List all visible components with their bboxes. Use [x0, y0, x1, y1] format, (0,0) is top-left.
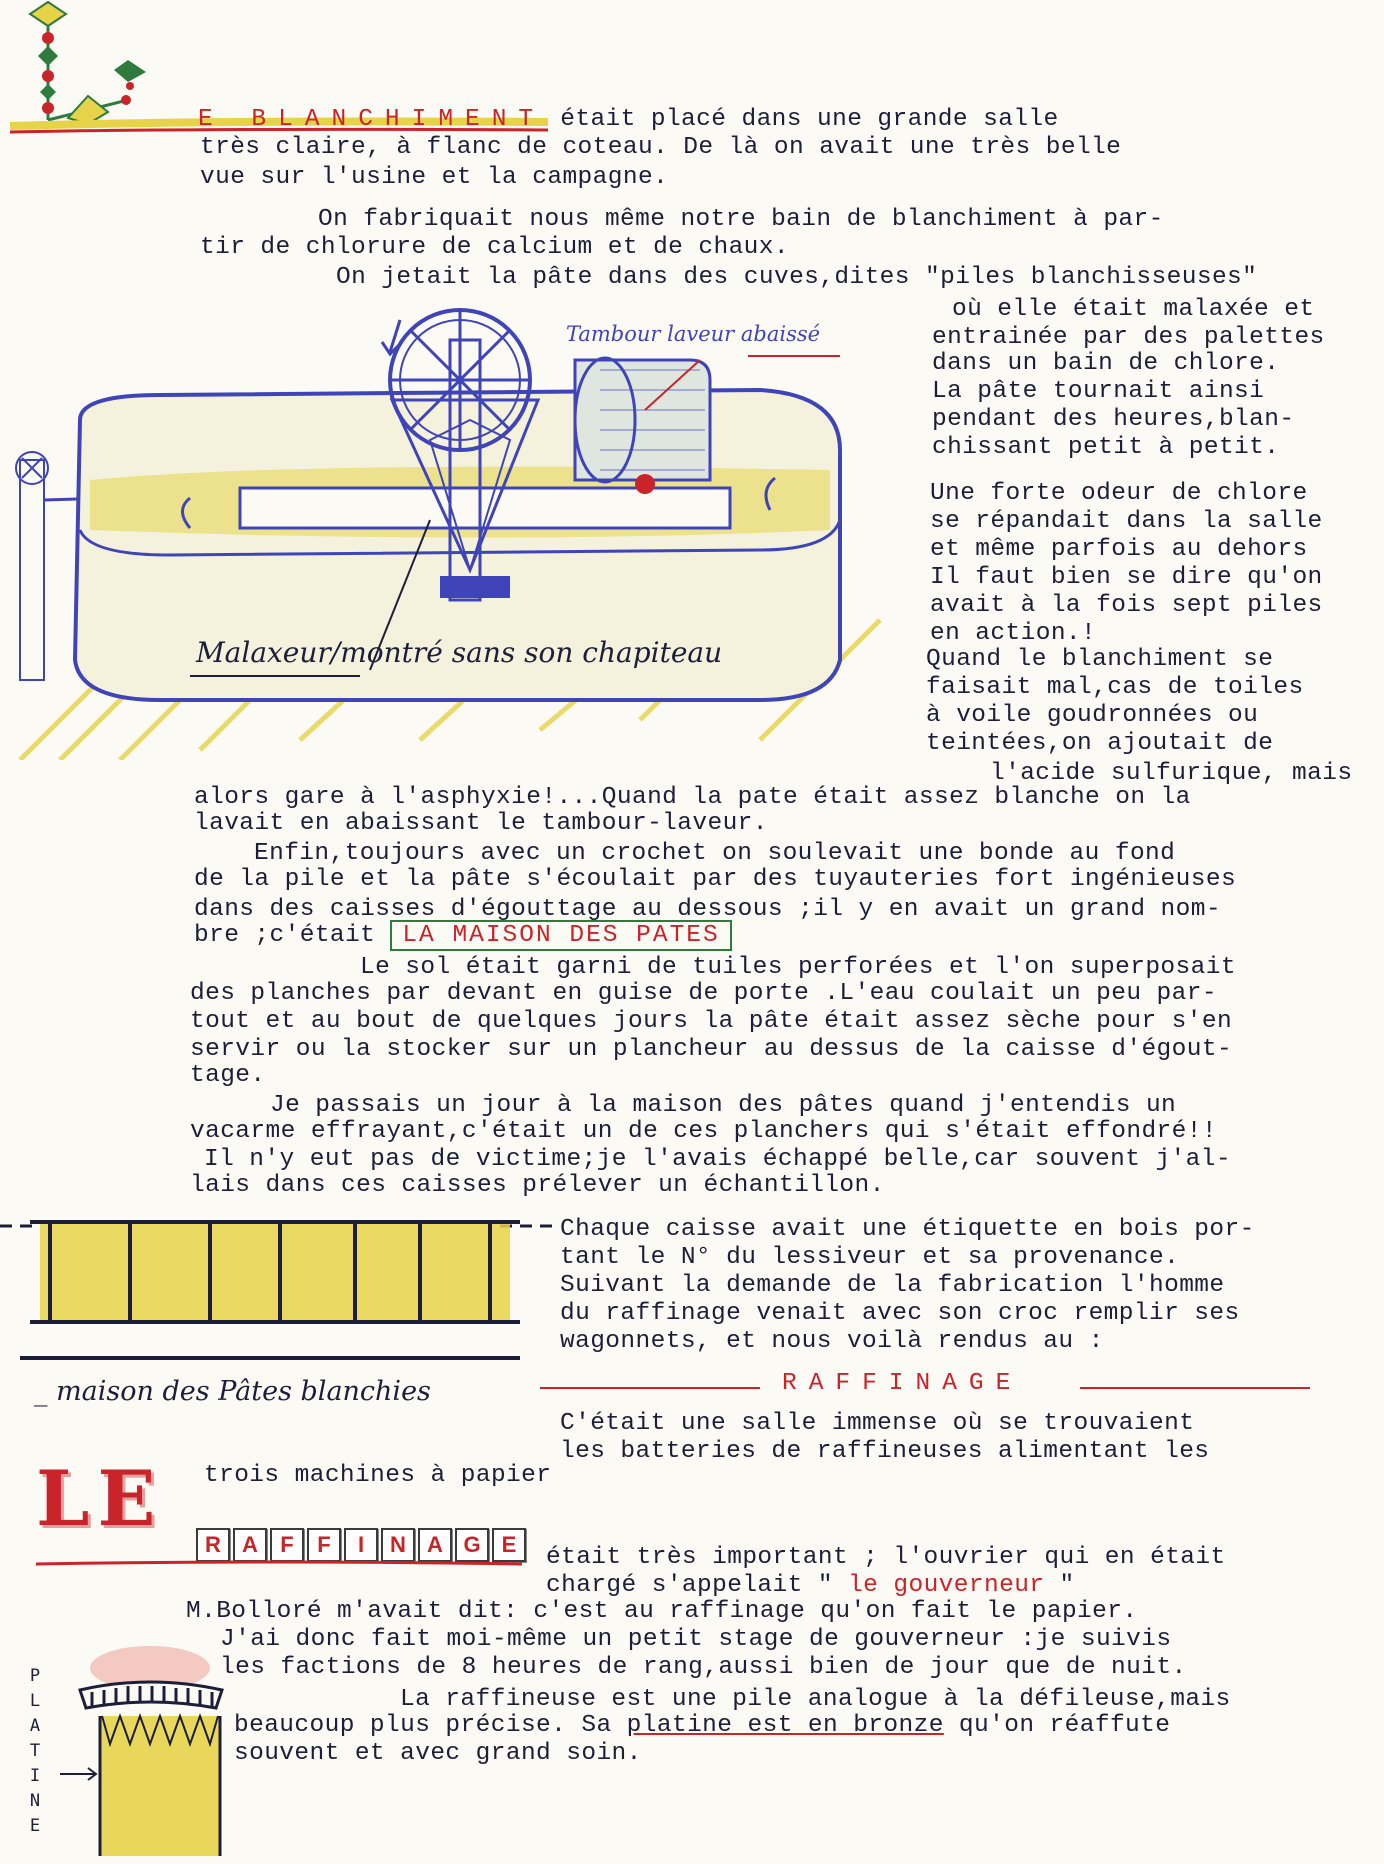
malaxeur-label: Malaxeur/montré sans son chapiteau [196, 636, 723, 669]
decorative-initial-l [8, 0, 168, 130]
p3-line-3: dans un bain de chlore. [932, 350, 1280, 377]
p4-line-8: faisait mal,cas de toiles [926, 674, 1304, 701]
p6-line-4: servir ou la stocker sur un plancheur au dessus de la caisse d'égout- [190, 1036, 1233, 1063]
p10-line-1: était très important ; l'ouvrier qui en était [546, 1544, 1226, 1571]
p2-line-1: On fabriquait nous même notre bain de blanchiment à par- [318, 206, 1164, 233]
p4-line-7: Quand le blanchiment se [926, 646, 1274, 673]
platine-bronze: platine est en bronze [626, 1712, 944, 1739]
p3-line-5: pendant des heures,blan- [932, 406, 1295, 433]
raffinage-tiles-underline [36, 1558, 526, 1572]
p9-line-3: trois machines à papier [204, 1462, 552, 1489]
p3-line-6: chissant petit à petit. [932, 434, 1280, 461]
p10-line-8: souvent et avec grand soin. [234, 1740, 642, 1767]
raffinage-tile: F [270, 1528, 304, 1562]
p10-line-5: les factions de 8 heures de rang,aussi bien de jour que de nuit. [220, 1654, 1187, 1681]
raffinage-heading: RAFFINAGE [782, 1370, 1023, 1397]
heading-blanchiment: E BLANCHIMENT [198, 106, 546, 133]
p5-line-5: dans des caisses d'égouttage au dessous ;il y en avait un grand nom- [194, 896, 1221, 923]
raffinage-tile: G [455, 1528, 489, 1562]
p3-line-2: entrainée par des palettes [932, 324, 1325, 351]
p6-line-5: tage. [190, 1062, 266, 1089]
p4-line-3: et même parfois au dehors [930, 536, 1308, 563]
raffinage-tile: E [492, 1528, 526, 1562]
raffinage-tile: R [196, 1528, 230, 1562]
platine-vertical-label: P L A T I N E [29, 1666, 41, 1836]
p3-line-4: La pâte tournait ainsi [932, 378, 1265, 405]
p5-line-6: bre ;c'était LA MAISON DES PATES [194, 922, 732, 950]
p10-line-6: La raffineuse est une pile analogue à la défileuse,mais [400, 1686, 1231, 1713]
p5-line-4: de la pile et la pâte s'écoulait par des tuyauteries fort ingénieuses [194, 866, 1237, 893]
p4-line-10: teintées,on ajoutait de [926, 730, 1274, 757]
raffinage-tile: F [307, 1528, 341, 1562]
p9-line-1: C'était une salle immense où se trouvaient [560, 1410, 1195, 1437]
p8-line-4: du raffinage venait avec son croc remplir ses [560, 1300, 1240, 1327]
raffinage-tile: I [344, 1528, 378, 1562]
p7-line-3: Il n'y eut pas de victime;je l'avais échappé belle,car souvent j'al- [204, 1146, 1231, 1173]
maison-pates-blanchies-drawing [0, 1210, 560, 1370]
p4-line-5: avait à la fois sept piles [930, 592, 1323, 619]
p10-line-3: M.Bolloré m'avait dit: c'est au raffinage qu'on fait le papier. [186, 1598, 1138, 1625]
maison-des-pates-label: LA MAISON DES PATES [390, 920, 731, 951]
raffinage-tile: A [233, 1528, 267, 1562]
p4-line-6: en action.! [930, 620, 1097, 647]
p4-line-9: à voile goudronnées ou [926, 702, 1259, 729]
p2-line-3: On jetait la pâte dans des cuves,dites "piles blanchisseuses" [336, 264, 1258, 291]
maison-blanchies-label: _ maison des Pâtes blanchies [34, 1376, 431, 1407]
p6-line-3: tout et au bout de quelques jours la pâte était assez sèche pour s'en [190, 1008, 1233, 1035]
le-gouverneur: le gouverneur [848, 1572, 1045, 1599]
p1-line-1: E BLANCHIMENT était placé dans une grande salle [198, 106, 1059, 133]
p7-line-2: vacarme effrayant,c'était un de ces planchers qui s'était effondré!! [190, 1118, 1217, 1145]
p8-line-1: Chaque caisse avait une étiquette en bois por- [560, 1216, 1255, 1243]
le-initial: LE [36, 1454, 164, 1543]
p7-line-1: Je passais un jour à la maison des pâtes quand j'entendis un [270, 1092, 1177, 1119]
p10-line-2: chargé s'appelait " le gouverneur " [546, 1572, 1075, 1599]
p2-line-2: tir de chlorure de calcium et de chaux. [200, 234, 789, 261]
p5-line-3: Enfin,toujours avec un crochet on soulevait une bonde au fond [254, 840, 1176, 867]
raffinage-tiles [196, 1528, 529, 1562]
p3-line-1: où elle était malaxée et [952, 296, 1315, 323]
p4-line-4: Il faut bien se dire qu'on [930, 564, 1323, 591]
p6-line-1: Le sol était garni de tuiles perforées et l'on superposait [360, 954, 1236, 981]
p8-line-2: tant le N° du lessiveur et sa provenance. [560, 1244, 1180, 1271]
tambour-label: Tambour laveur abaissé [566, 322, 821, 346]
p9-line-2: les batteries de raffineuses alimentant les [560, 1438, 1210, 1465]
pile-blanchisseuse-drawing [0, 300, 900, 760]
raffinage-tile: N [381, 1528, 415, 1562]
p10-line-4: J'ai donc fait moi-même un petit stage de gouverneur :je suivis [220, 1626, 1172, 1653]
p1-line-2: très claire, à flanc de coteau. De là on avait une très belle [200, 134, 1122, 161]
p1-line-3: vue sur l'usine et la campagne. [200, 164, 669, 191]
p8-line-5: wagonnets, et nous voilà rendus au : [560, 1328, 1104, 1355]
p10-line-7: beaucoup plus précise. Sa platine est en bronze qu'on réaffute [234, 1712, 1171, 1739]
raffinage-tile: A [418, 1528, 452, 1562]
p5-line-1: alors gare à l'asphyxie!...Quand la pate était assez blanche on la [194, 784, 1191, 811]
p5-line-2: lavait en abaissant le tambour-laveur. [194, 810, 768, 837]
p7-line-4: lais dans ces caisses prélever un échantillon. [190, 1172, 885, 1199]
platine-drawing [40, 1634, 240, 1856]
p4-line-1: Une forte odeur de chlore [930, 480, 1308, 507]
p4-line-11: l'acide sulfurique, mais [990, 760, 1353, 787]
p6-line-2: des planches par devant en guise de porte .L'eau coulait un peu par- [190, 980, 1217, 1007]
p8-line-3: Suivant la demande de la fabrication l'homme [560, 1272, 1225, 1299]
p4-line-2: se répandait dans la salle [930, 508, 1323, 535]
